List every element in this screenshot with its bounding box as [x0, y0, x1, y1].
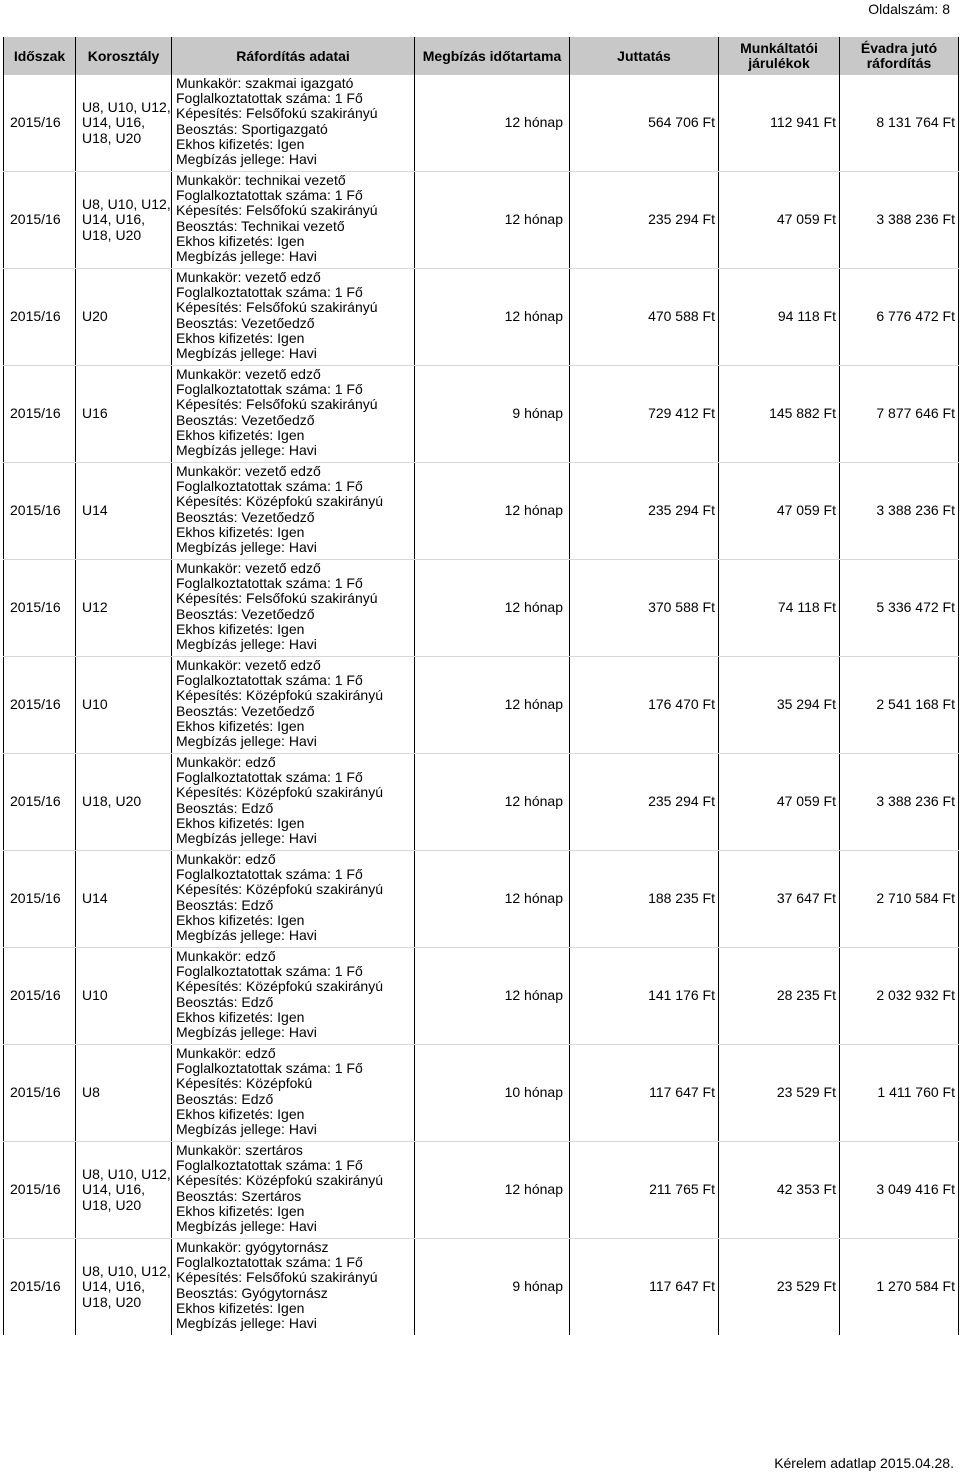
- detail-line: Beosztás: Edző: [176, 799, 274, 816]
- cell-duration: 12 hónap: [415, 948, 570, 1045]
- cell-benefit: 729 412 Ft: [570, 366, 719, 463]
- cell-cost-details: [172, 1142, 415, 1239]
- detail-line: Beosztás: Edző: [176, 993, 274, 1010]
- cell-benefit: 117 647 Ft: [570, 1239, 719, 1336]
- detail-line: Munkakör: vezető edző: [176, 560, 321, 576]
- table-row: [4, 269, 959, 366]
- cell-benefit: 176 470 Ft: [570, 657, 719, 754]
- cell-age-group: U8, U10, U12, U14, U16, U18, U20: [76, 172, 172, 269]
- detail-line: Megbízás jellege: Havi: [176, 830, 317, 847]
- table-body: [4, 75, 959, 1335]
- cell-period: 2015/16: [4, 657, 76, 754]
- detail-line: Munkakör: szertáros: [176, 1142, 303, 1158]
- detail-line: Ekhos kifizetés: Igen: [176, 814, 305, 831]
- detail-line: Ekhos kifizetés: Igen: [176, 232, 305, 249]
- cell-season-cost: 6 776 472 Ft: [840, 269, 959, 366]
- cell-period: 2015/16: [4, 851, 76, 948]
- detail-line: Ekhos kifizetés: Igen: [176, 135, 305, 152]
- detail-line: Megbízás jellege: Havi: [176, 1218, 317, 1235]
- cell-employer-contributions: 37 647 Ft: [719, 851, 840, 948]
- table-row: [4, 75, 959, 172]
- detail-line: Foglalkoztatottak száma: 1 Fő: [176, 284, 363, 301]
- cell-cost-details: [172, 366, 415, 463]
- header-season-cost: Évadra jutó ráfordítás: [840, 37, 959, 75]
- cell-season-cost: 3 388 236 Ft: [840, 754, 959, 851]
- detail-line: Beosztás: Vezetőedző: [176, 508, 315, 525]
- cell-period: 2015/16: [4, 75, 76, 172]
- detail-line: Ekhos kifizetés: Igen: [176, 1105, 305, 1122]
- cell-duration: 12 hónap: [415, 463, 570, 560]
- table-header-row: [4, 37, 959, 75]
- detail-line: Munkakör: edző: [176, 1045, 276, 1061]
- cell-employer-contributions: 28 235 Ft: [719, 948, 840, 1045]
- detail-line: Megbízás jellege: Havi: [176, 442, 317, 459]
- detail-line: Képesítés: Középfokú szakirányú: [176, 978, 384, 995]
- detail-line: Foglalkoztatottak száma: 1 Fő: [176, 672, 363, 689]
- detail-line: Munkakör: gyógytornász: [176, 1239, 329, 1255]
- cell-season-cost: 1 411 760 Ft: [840, 1045, 959, 1142]
- cell-benefit: 117 647 Ft: [570, 1045, 719, 1142]
- cell-period: 2015/16: [4, 172, 76, 269]
- detail-line: Ekhos kifizetés: Igen: [176, 523, 305, 540]
- cell-age-group: U20: [76, 269, 172, 366]
- cell-age-group: U12: [76, 560, 172, 657]
- detail-line: Képesítés: Középfokú szakirányú: [176, 881, 384, 898]
- detail-line: Foglalkoztatottak száma: 1 Fő: [176, 769, 363, 786]
- cell-period: 2015/16: [4, 560, 76, 657]
- cell-period: 2015/16: [4, 463, 76, 560]
- cell-benefit: 211 765 Ft: [570, 1142, 719, 1239]
- detail-line: Képesítés: Felsőfokú szakirányú: [176, 396, 378, 413]
- cell-period: 2015/16: [4, 948, 76, 1045]
- cell-season-cost: 5 336 472 Ft: [840, 560, 959, 657]
- detail-line: Foglalkoztatottak száma: 1 Fő: [176, 963, 363, 980]
- cell-age-group: U18, U20: [76, 754, 172, 851]
- detail-line: Ekhos kifizetés: Igen: [176, 911, 305, 928]
- detail-line: Megbízás jellege: Havi: [176, 248, 317, 265]
- header-duration: Megbízás időtartama: [415, 37, 570, 75]
- detail-line: Munkakör: edző: [176, 754, 276, 770]
- cell-period: 2015/16: [4, 366, 76, 463]
- cell-season-cost: 2 032 932 Ft: [840, 948, 959, 1045]
- detail-line: Megbízás jellege: Havi: [176, 1315, 317, 1332]
- detail-line: Munkakör: vezető edző: [176, 463, 321, 479]
- cell-age-group: U8: [76, 1045, 172, 1142]
- cell-cost-details: [172, 269, 415, 366]
- cell-employer-contributions: 42 353 Ft: [719, 1142, 840, 1239]
- cell-cost-details: [172, 560, 415, 657]
- table-row: [4, 851, 959, 948]
- cell-season-cost: 7 877 646 Ft: [840, 366, 959, 463]
- detail-line: Foglalkoztatottak száma: 1 Fő: [176, 1254, 363, 1271]
- detail-line: Megbízás jellege: Havi: [176, 1121, 317, 1138]
- detail-line: Beosztás: Sportigazgató: [176, 120, 328, 137]
- cell-benefit: 564 706 Ft: [570, 75, 719, 172]
- cell-cost-details: [172, 851, 415, 948]
- cell-employer-contributions: 23 529 Ft: [719, 1045, 840, 1142]
- header-cost-details: Ráfordítás adatai: [172, 37, 415, 75]
- cell-duration: 12 hónap: [415, 172, 570, 269]
- cell-duration: 12 hónap: [415, 269, 570, 366]
- cell-duration: 12 hónap: [415, 560, 570, 657]
- cell-duration: 12 hónap: [415, 1142, 570, 1239]
- cell-cost-details: [172, 754, 415, 851]
- table-row: [4, 657, 959, 754]
- detail-line: Beosztás: Gyógytornász: [176, 1284, 328, 1301]
- cell-age-group: U14: [76, 463, 172, 560]
- detail-line: Ekhos kifizetés: Igen: [176, 1299, 305, 1316]
- detail-line: Megbízás jellege: Havi: [176, 345, 317, 362]
- table-row: [4, 366, 959, 463]
- table-row: [4, 754, 959, 851]
- cell-age-group: U8, U10, U12, U14, U16, U18, U20: [76, 75, 172, 172]
- cell-season-cost: 2 541 168 Ft: [840, 657, 959, 754]
- cell-duration: 9 hónap: [415, 1239, 570, 1336]
- cell-duration: 10 hónap: [415, 1045, 570, 1142]
- cell-employer-contributions: 94 118 Ft: [719, 269, 840, 366]
- detail-line: Munkakör: technikai vezető: [176, 172, 346, 188]
- cell-cost-details: [172, 1045, 415, 1142]
- detail-line: Foglalkoztatottak száma: 1 Fő: [176, 381, 363, 398]
- detail-line: Ekhos kifizetés: Igen: [176, 329, 305, 346]
- detail-line: Ekhos kifizetés: Igen: [176, 1008, 305, 1025]
- detail-line: Beosztás: Vezetőedző: [176, 314, 315, 331]
- detail-line: Munkakör: edző: [176, 851, 276, 867]
- detail-line: Képesítés: Felsőfokú szakirányú: [176, 1269, 378, 1286]
- cell-benefit: 235 294 Ft: [570, 463, 719, 560]
- detail-line: Munkakör: vezető edző: [176, 366, 321, 382]
- detail-line: Munkakör: vezető edző: [176, 269, 321, 285]
- detail-line: Foglalkoztatottak száma: 1 Fő: [176, 866, 363, 883]
- detail-line: Foglalkoztatottak száma: 1 Fő: [176, 187, 363, 204]
- detail-line: Ekhos kifizetés: Igen: [176, 1202, 305, 1219]
- detail-line: Beosztás: Edző: [176, 1090, 274, 1107]
- header-period: Időszak: [4, 37, 76, 75]
- detail-line: Képesítés: Középfokú: [176, 1075, 313, 1092]
- cost-table: [3, 37, 959, 1335]
- detail-line: Beosztás: Vezetőedző: [176, 702, 315, 719]
- cell-employer-contributions: 74 118 Ft: [719, 560, 840, 657]
- detail-line: Képesítés: Felsőfokú szakirányú: [176, 299, 378, 316]
- detail-line: Foglalkoztatottak száma: 1 Fő: [176, 575, 363, 592]
- table-row: [4, 172, 959, 269]
- detail-line: Megbízás jellege: Havi: [176, 539, 317, 556]
- detail-line: Beosztás: Szertáros: [176, 1187, 302, 1204]
- detail-line: Képesítés: Felsőfokú szakirányú: [176, 202, 378, 219]
- detail-line: Ekhos kifizetés: Igen: [176, 717, 305, 734]
- footer-text: Kérelem adatlap 2015.04.28.: [774, 1455, 954, 1471]
- cell-duration: 12 hónap: [415, 75, 570, 172]
- cell-age-group: U8, U10, U12, U14, U16, U18, U20: [76, 1142, 172, 1239]
- cell-cost-details: [172, 463, 415, 560]
- cell-season-cost: 3 388 236 Ft: [840, 172, 959, 269]
- header-age-group: Korosztály: [76, 37, 172, 75]
- cell-period: 2015/16: [4, 1045, 76, 1142]
- cell-benefit: 141 176 Ft: [570, 948, 719, 1045]
- table-row: [4, 463, 959, 560]
- cell-employer-contributions: 145 882 Ft: [719, 366, 840, 463]
- detail-line: Képesítés: Felsőfokú szakirányú: [176, 105, 378, 122]
- cell-benefit: 470 588 Ft: [570, 269, 719, 366]
- header-benefit: Juttatás: [570, 37, 719, 75]
- detail-line: Megbízás jellege: Havi: [176, 733, 317, 750]
- table-row: [4, 1045, 959, 1142]
- cell-period: 2015/16: [4, 1142, 76, 1239]
- cell-period: 2015/16: [4, 754, 76, 851]
- cell-season-cost: 3 049 416 Ft: [840, 1142, 959, 1239]
- cell-season-cost: 2 710 584 Ft: [840, 851, 959, 948]
- detail-line: Képesítés: Középfokú szakirányú: [176, 493, 384, 510]
- detail-line: Beosztás: Vezetőedző: [176, 411, 315, 428]
- cell-duration: 12 hónap: [415, 851, 570, 948]
- detail-line: Képesítés: Középfokú szakirányú: [176, 784, 384, 801]
- cell-cost-details: [172, 948, 415, 1045]
- table-row: [4, 1239, 959, 1336]
- detail-line: Beosztás: Edző: [176, 896, 274, 913]
- table-row: [4, 560, 959, 657]
- cell-employer-contributions: 47 059 Ft: [719, 754, 840, 851]
- cell-cost-details: [172, 172, 415, 269]
- cell-age-group: U10: [76, 948, 172, 1045]
- detail-line: Megbízás jellege: Havi: [176, 151, 317, 168]
- cell-benefit: 370 588 Ft: [570, 560, 719, 657]
- detail-line: Ekhos kifizetés: Igen: [176, 620, 305, 637]
- detail-line: Foglalkoztatottak száma: 1 Fő: [176, 90, 363, 107]
- detail-line: Beosztás: Vezetőedző: [176, 605, 315, 622]
- detail-line: Megbízás jellege: Havi: [176, 927, 317, 944]
- table-row: [4, 948, 959, 1045]
- cell-benefit: 235 294 Ft: [570, 172, 719, 269]
- detail-line: Beosztás: Technikai vezető: [176, 217, 345, 234]
- detail-line: Képesítés: Középfokú szakirányú: [176, 687, 384, 704]
- detail-line: Képesítés: Középfokú szakirányú: [176, 1172, 384, 1189]
- detail-line: Munkakör: edző: [176, 948, 276, 964]
- page-number: Oldalszám: 8: [868, 1, 950, 17]
- cell-cost-details: [172, 1239, 415, 1336]
- cell-season-cost: 8 131 764 Ft: [840, 75, 959, 172]
- cell-season-cost: 3 388 236 Ft: [840, 463, 959, 560]
- detail-line: Megbízás jellege: Havi: [176, 1024, 317, 1041]
- cell-cost-details: [172, 657, 415, 754]
- cell-employer-contributions: 112 941 Ft: [719, 75, 840, 172]
- detail-line: Ekhos kifizetés: Igen: [176, 426, 305, 443]
- header-employer-contributions: Munkáltatói járulékok: [719, 37, 840, 75]
- cell-cost-details: [172, 75, 415, 172]
- cell-employer-contributions: 23 529 Ft: [719, 1239, 840, 1336]
- detail-line: Foglalkoztatottak száma: 1 Fő: [176, 478, 363, 495]
- cell-period: 2015/16: [4, 269, 76, 366]
- detail-line: Képesítés: Felsőfokú szakirányú: [176, 590, 378, 607]
- cell-duration: 12 hónap: [415, 657, 570, 754]
- table-row: [4, 1142, 959, 1239]
- cell-age-group: U8, U10, U12, U14, U16, U18, U20: [76, 1239, 172, 1336]
- cell-employer-contributions: 47 059 Ft: [719, 172, 840, 269]
- cell-age-group: U10: [76, 657, 172, 754]
- cell-age-group: U14: [76, 851, 172, 948]
- cell-benefit: 235 294 Ft: [570, 754, 719, 851]
- cell-duration: 12 hónap: [415, 754, 570, 851]
- detail-line: Foglalkoztatottak száma: 1 Fő: [176, 1157, 363, 1174]
- detail-line: Munkakör: vezető edző: [176, 657, 321, 673]
- cell-season-cost: 1 270 584 Ft: [840, 1239, 959, 1336]
- detail-line: Foglalkoztatottak száma: 1 Fő: [176, 1060, 363, 1077]
- detail-line: Megbízás jellege: Havi: [176, 636, 317, 653]
- detail-line: Munkakör: szakmai igazgató: [176, 75, 354, 91]
- cell-benefit: 188 235 Ft: [570, 851, 719, 948]
- cell-employer-contributions: 35 294 Ft: [719, 657, 840, 754]
- cell-period: 2015/16: [4, 1239, 76, 1336]
- cell-duration: 9 hónap: [415, 366, 570, 463]
- cell-age-group: U16: [76, 366, 172, 463]
- cell-employer-contributions: 47 059 Ft: [719, 463, 840, 560]
